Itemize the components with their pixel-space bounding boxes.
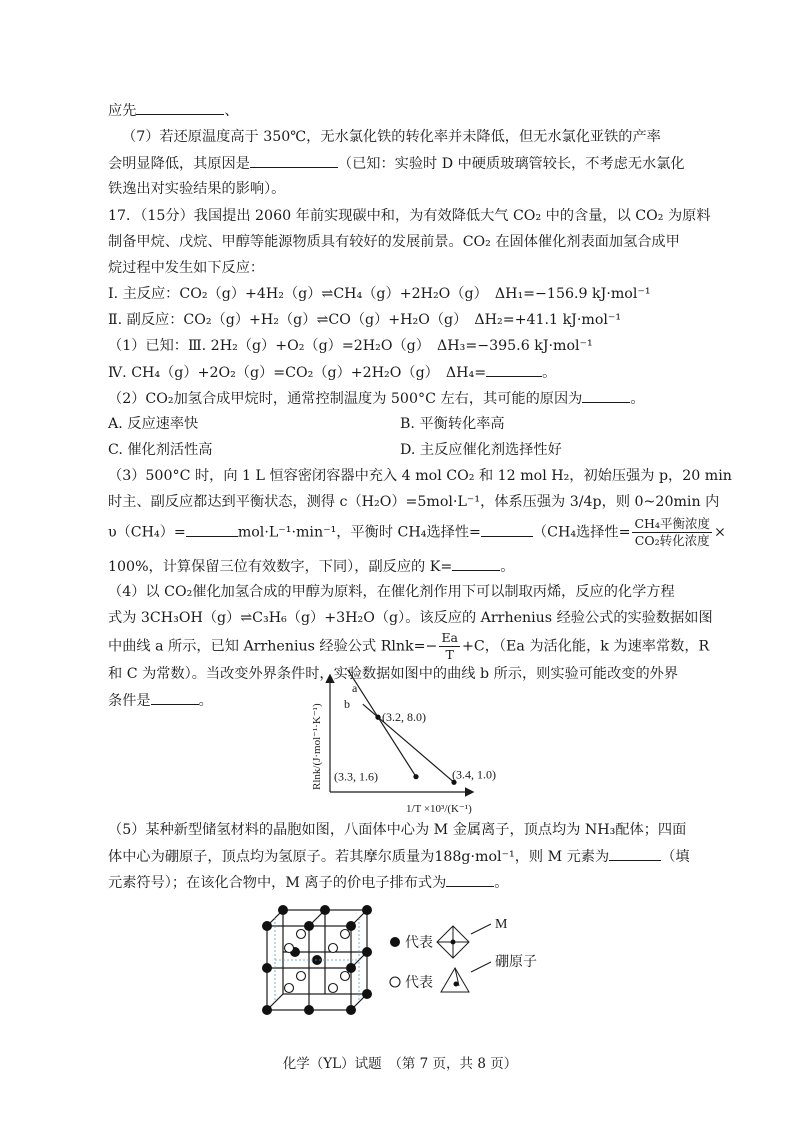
part4-e: 条件是 。: [108, 690, 213, 711]
point-annotation: (3.2, 8.0): [382, 710, 426, 725]
svg-text:代表: 代表: [405, 976, 433, 991]
answer-blank[interactable]: [151, 690, 199, 705]
part5-b: 体中心为硼原子，顶点均为氢原子。若其摩尔质量为188g·mol⁻¹，则 M 元素为 （填: [108, 846, 690, 867]
answer-blank[interactable]: [609, 846, 661, 861]
q7-line-c: 铁逸出对实验结果的影响）。: [108, 181, 286, 197]
arrhenius-chart: [300, 668, 500, 820]
legend-m-label: M: [495, 917, 508, 932]
prev-line-1: 应先 、: [108, 100, 239, 121]
part1-a: （1）已知：Ⅲ. 2H₂（g）+O₂（g）=2H₂O（g） ΔH₃=−395.6 kJ·mol⁻¹: [108, 338, 593, 354]
part5-c: 元素符号）；在该化合物中，M 离子的价电子排布式为 。: [108, 872, 508, 893]
q17-intro-a: 17．（15分）我国提出 2060 年前实现碳中和，为有效降低大气 CO₂ 中的含量，以 CO₂ 为原料: [108, 208, 711, 224]
option-c: C. 催化剂活性高: [108, 442, 213, 458]
x-axis-label: 1/T ×10³/(K⁻¹): [406, 803, 472, 815]
reaction-1: Ⅰ. 主反应：CO₂（g）+4H₂（g）⇌CH₄（g）+2H₂O（g） ΔH₁=−156.9 kJ·mol⁻¹: [108, 286, 651, 302]
answer-blank[interactable]: [186, 522, 238, 537]
q7-line-b: 会明显降低，其原因是 （已知：实验时 D 中硬质玻璃管较长，不考虑无水氯化: [108, 153, 685, 174]
part3-d: 100%，计算保留三位有效数字，下同），副反应的 K= 。: [108, 556, 514, 577]
answer-blank[interactable]: [452, 556, 500, 571]
q7-line-a: （7）若还原温度高于 350℃，无水氯化铁的转化率并未降低，但无水氯化亚铁的产率: [122, 129, 661, 145]
q17-intro-c: 烷过程中发生如下反应：: [108, 260, 265, 276]
legend-boron-label: 硼原子: [495, 955, 537, 970]
y-axis-label: Rlnk/(J·mol⁻¹·K⁻¹): [311, 703, 323, 790]
part3-a: （3）500°C 时，向 1 L 恒容密闭容器中充入 4 mol CO₂ 和 12 mol H₂，初始压强为 p，20 min: [108, 468, 732, 484]
part4-d: 和 C 为常数）。当改变外界条件时，实验数据如图中的曲线 b 所示，则实验可能改变的外界: [108, 666, 679, 682]
answer-blank[interactable]: [481, 522, 533, 537]
part5-a: （5）某种新型储氢材料的晶胞如图，八面体中心为 M 金属离子，顶点均为 NH₃配体；四面: [108, 822, 687, 838]
crystal-cell-diagram: [255, 904, 555, 1024]
part4-a: （4）以 CO₂催化加氢合成的甲醇为原料，在催化剂作用下可以制取丙烯，反应的化学方程: [108, 584, 675, 600]
part2: （2）CO₂加氢合成甲烷时，通常控制温度为 500°C 左右，其可能的原因为 。: [108, 388, 645, 409]
svg-text:代表: 代表: [405, 936, 433, 951]
answer-blank[interactable]: [250, 153, 338, 168]
answer-blank[interactable]: [136, 100, 224, 115]
curve-label-b: b: [344, 697, 350, 711]
part3-c: υ（CH₄）= mol·L⁻¹·min⁻¹，平衡时 CH₄选择性= （CH₄选择性= $\frac{\text{CH₄平衡浓度}}{\text{CO₂转化浓度}}$ ×: [108, 516, 726, 548]
point-annotation: (3.4, 1.0): [452, 767, 496, 782]
arrhenius-fraction: $\frac{Ea}{T}$: [441, 630, 459, 662]
option-b: B. 平衡转化率高: [400, 416, 505, 432]
part4-c: 中曲线 a 所示，已知 Arrhenius 经验公式 Rlnk=− $\frac{Ea}{T}$ +C，（Ea 为活化能，k 为速率常数，R: [108, 630, 710, 662]
curve-label-a: a: [352, 681, 358, 695]
option-a: A. 反应速率快: [108, 416, 199, 432]
selectivity-fraction: $\frac{\text{CH₄平衡浓度}}{\text{CO₂转化浓度}}$: [634, 516, 710, 548]
data-point: [413, 774, 418, 779]
answer-blank[interactable]: [582, 388, 630, 403]
reaction-2: Ⅱ. 副反应：CO₂（g）+H₂（g）⇌CO（g）+H₂O（g） ΔH₂=+41.1 kJ·mol⁻¹: [108, 312, 622, 328]
part4-b: 式为 3CH₃OH（g）⇌C₃H₆（g）+3H₂O（g）。该反应的 Arrhenius 经验公式的实验数据如图: [108, 610, 713, 626]
data-point: [375, 715, 380, 720]
option-d: D. 主反应催化剂选择性好: [400, 442, 562, 458]
part3-b: 时主、副反应都达到平衡状态，测得 c（H₂O）=5mol·L⁻¹，体系压强为 3/4p，则 0~20min 内: [108, 494, 720, 510]
answer-blank[interactable]: [446, 872, 494, 887]
point-annotation: (3.3, 1.6): [334, 769, 378, 784]
page-footer: 化学（YL）试题 （第 7 页，共 8 页）: [282, 1056, 518, 1072]
q17-intro-b: 制备甲烷、戊烷、甲醇等能源物质具有较好的发展前景。CO₂ 在固体催化剂表面加氢合成甲: [108, 234, 680, 250]
answer-blank[interactable]: [486, 362, 542, 377]
part1-b: Ⅳ. CH₄（g）+2O₂（g）=CO₂（g）+2H₂O（g） ΔH₄= 。: [108, 362, 556, 383]
